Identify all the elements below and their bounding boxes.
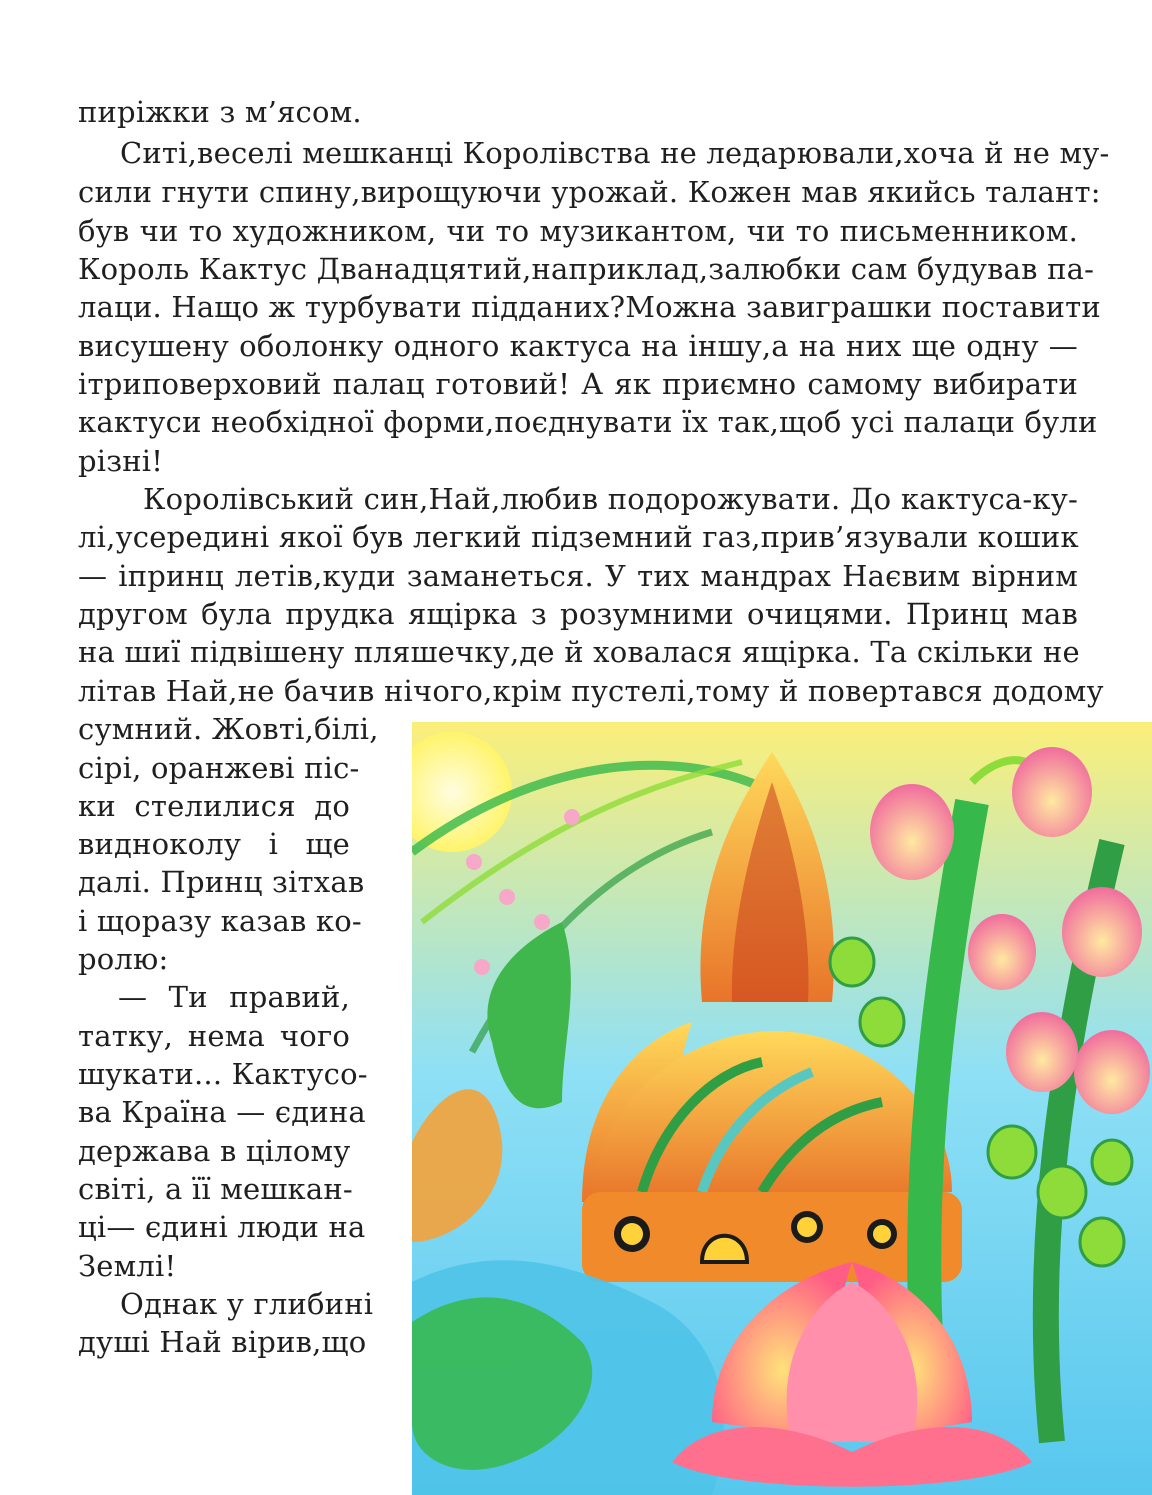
narrow-line-16: Однак у глибині [120, 1287, 374, 1321]
narrow-line-8: — Ти правий, [118, 980, 350, 1014]
narrow-line-3: ки стелилися до [78, 789, 350, 823]
text-line-5: Король Кактус Дванадцятий,наприклад,залюбки сам будував па- [78, 252, 1095, 286]
narrow-line-4: видноколу і ще [78, 827, 350, 861]
text-line-8: ітриповерховий палац готовий! А як приємно самому вибирати [78, 367, 1078, 401]
narrow-line-1: сумний. Жовті,білі, [78, 712, 379, 746]
narrow-line-11: ва Країна — єдина [78, 1095, 366, 1129]
pink-bud [968, 914, 1036, 990]
text-line-9: кактуси необхідної форми,поєднувати їх так,щоб усі палаци були [78, 405, 1098, 439]
text-line-10: різні! [78, 444, 164, 478]
narrow-line-5: далі. Принц зітхав [78, 865, 365, 899]
narrow-line-15: Землі! [78, 1249, 177, 1283]
narrow-line-14: ці— єдині люди на [78, 1210, 366, 1244]
narrow-line-9: татку, нема чого [78, 1019, 350, 1053]
text-line-6: лаци. Нащо ж турбувати підданих?Можна завиграшки поставити [78, 290, 1101, 324]
narrow-line-12: держава в цілому [78, 1134, 351, 1168]
palace-window [797, 1217, 817, 1237]
text-line-1: пиріжки з м’ясом. [78, 95, 362, 129]
text-line-12: лі,усередині якої був легкий підземний газ,прив’язували кошик [78, 520, 1079, 554]
narrow-line-7: ролю: [78, 942, 169, 976]
narrow-line-2: сірі, оранжеві піс- [78, 751, 360, 785]
pink-bud [1006, 1012, 1078, 1092]
text-line-11: Королівський син,Най,любив подорожувати. До кактуса-ку- [143, 482, 1078, 516]
text-line-2: Ситі,веселі мешканці Королівства не ледарювали,хоча й не му- [120, 136, 1110, 170]
pink-bud [1074, 1030, 1150, 1114]
text-line-3: сили гнути спину,вирощуючи урожай. Кожен мав якийсь талант: [78, 175, 1101, 209]
pink-bud [1012, 747, 1092, 837]
illustration-art [412, 722, 1152, 1495]
text-line-14: другом була прудка ящірка з розумними очицями. Принц мав [78, 597, 1078, 631]
text-line-15: на шиї підвішену пляшечку,де й ховалася ящірка. Та скільки не [78, 635, 1080, 669]
palace-window [621, 1223, 643, 1245]
narrow-line-10: шукати... Кактусо- [78, 1057, 368, 1091]
narrow-line-13: світі, а її мешкан- [78, 1172, 353, 1206]
narrow-line-6: і щоразу казав ко- [78, 904, 362, 938]
cactus-palace-illustration [412, 722, 1152, 1495]
text-line-4: був чи то художником, чи то музикантом, чи то письменником. [78, 214, 1078, 248]
text-line-13: — іпринц летів,куди заманеться. У тих мандрах Наєвим вірним [78, 559, 1078, 593]
pink-bud [870, 784, 954, 880]
palace-window [873, 1225, 891, 1243]
text-line-16: літав Най,не бачив нічого,крім пустелі,тому й повертався додому [78, 674, 1104, 708]
text-line-7: висушену оболонку одного кактуса на іншу,а на них ще одну — [78, 329, 1078, 363]
pink-bud [1062, 887, 1142, 977]
narrow-line-17: душі Най вірив,що [78, 1325, 367, 1359]
